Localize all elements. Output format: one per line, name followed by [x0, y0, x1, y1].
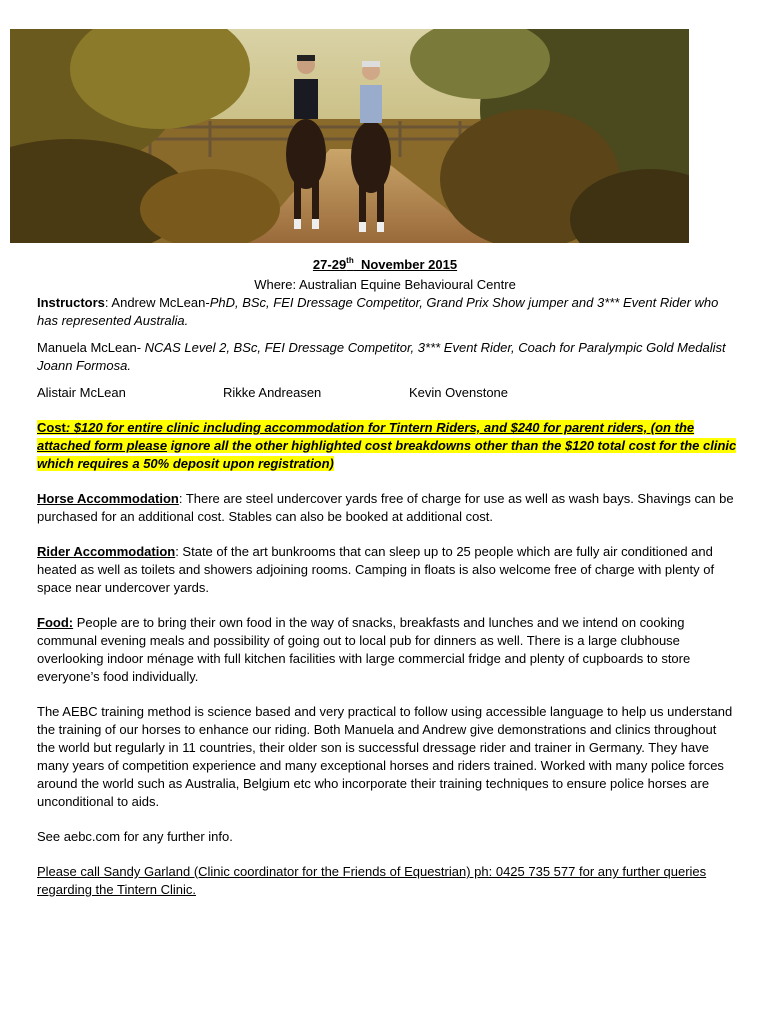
andrew-credentials: PhD, BSc, FEI Dressage Competitor, Grand Prix Show jumper and 3*** Event Rider who has represented Australia. — [37, 295, 719, 328]
horse-accommodation-text: : There are steel undercover yards free of charge for use as well as wash bays. Shavings can be purchased for an additional cost. Stables can also be booked at additional cost. — [37, 491, 734, 524]
food-label: Food: — [37, 615, 74, 630]
date-range: 27-29 — [312, 257, 347, 272]
rider-accommodation-label: Rider Accommodation — [37, 544, 176, 559]
date-suffix: th — [346, 256, 354, 265]
instructors-label: Instructors — [37, 295, 105, 310]
horse-accommodation — [37, 490, 737, 526]
cost-note: ignore all the other highlighted cost breakdowns other than the $120 total cost for the clinic which requires a 50% deposit upon registration) — [37, 438, 737, 471]
manuela-credentials: NCAS Level 2, BSc, FEI Dressage Competitor, 3*** Event Rider, Coach for Paralympic Gold Medalist Joann Formosa. — [37, 340, 726, 373]
cost-label: Cost — [37, 420, 66, 435]
manuela-name: Manuela McLean- — [37, 340, 145, 355]
event-location: Where: Australian Equine Behavioural Centre — [254, 277, 516, 292]
cost-section — [37, 419, 737, 473]
food-section — [37, 614, 737, 686]
photo-illustration — [10, 29, 689, 243]
instructors-manuela — [37, 339, 737, 375]
see-website: See aebc.com for any further info. — [37, 829, 233, 844]
aebc-description: The AEBC training method is science based and very practical to follow using accessible language to help us understand the training of our horses to enhance our riding. Both Manuela and Andrew give demonstrations and clinics throughout the world but regularly in 11 countries, their older son is successful dressage rider and trainer in Germany. They have many years of competition experience and many exceptional horses and riders trained. Worked with many police forces around the world such as Australia, Belgium etc who incorporate their training techniques to ensure police horses are unconditional to aids. — [37, 704, 733, 809]
instructor-name: Alistair McLean — [37, 385, 126, 400]
rider-accommodation — [37, 543, 737, 597]
rider-accommodation-text: : State of the art bunkrooms that can sleep up to 25 people which are fully air conditioned and heated as well as toilets and showers adjoining rooms. Camping in floats is also welcome free of charge with plenty of space near undercover yards. — [37, 544, 715, 595]
other-instructors — [37, 384, 737, 402]
instructors-andrew — [37, 294, 737, 330]
instructor-name: Kevin Ovenstone — [409, 385, 509, 400]
instructors-sep: : Andrew McLean- — [104, 295, 210, 310]
attached-form-link[interactable]: attached form please — [37, 438, 168, 453]
horse-accommodation-label: Horse Accommodation — [37, 491, 179, 506]
riders-on-horses-photo — [10, 29, 689, 243]
event-date — [0, 256, 770, 274]
document-body — [37, 256, 737, 899]
contact-info[interactable]: Please call Sandy Garland (Clinic coordinator for the Friends of Equestrian) ph: 0425 735 577 for any further queries regarding the Tintern Clinic. — [37, 864, 707, 897]
instructor-name: Rikke Andreasen — [223, 385, 322, 400]
food-text: People are to bring their own food in the way of snacks, breakfasts and lunches and we intend on cooking communal evening meals and possibility of going out to local pub for dinners as well. There is a large clubhouse overlooking indoor ménage with full kitchen facilities with large commercial fridge and plenty of cupboards to store everyone’s food individually. — [37, 615, 691, 684]
cost-text: : $120 for entire clinic including accommodation for Tintern Riders, and $240 for parent riders, (on the — [65, 420, 695, 435]
date-month-year: November 2015 — [353, 257, 458, 272]
